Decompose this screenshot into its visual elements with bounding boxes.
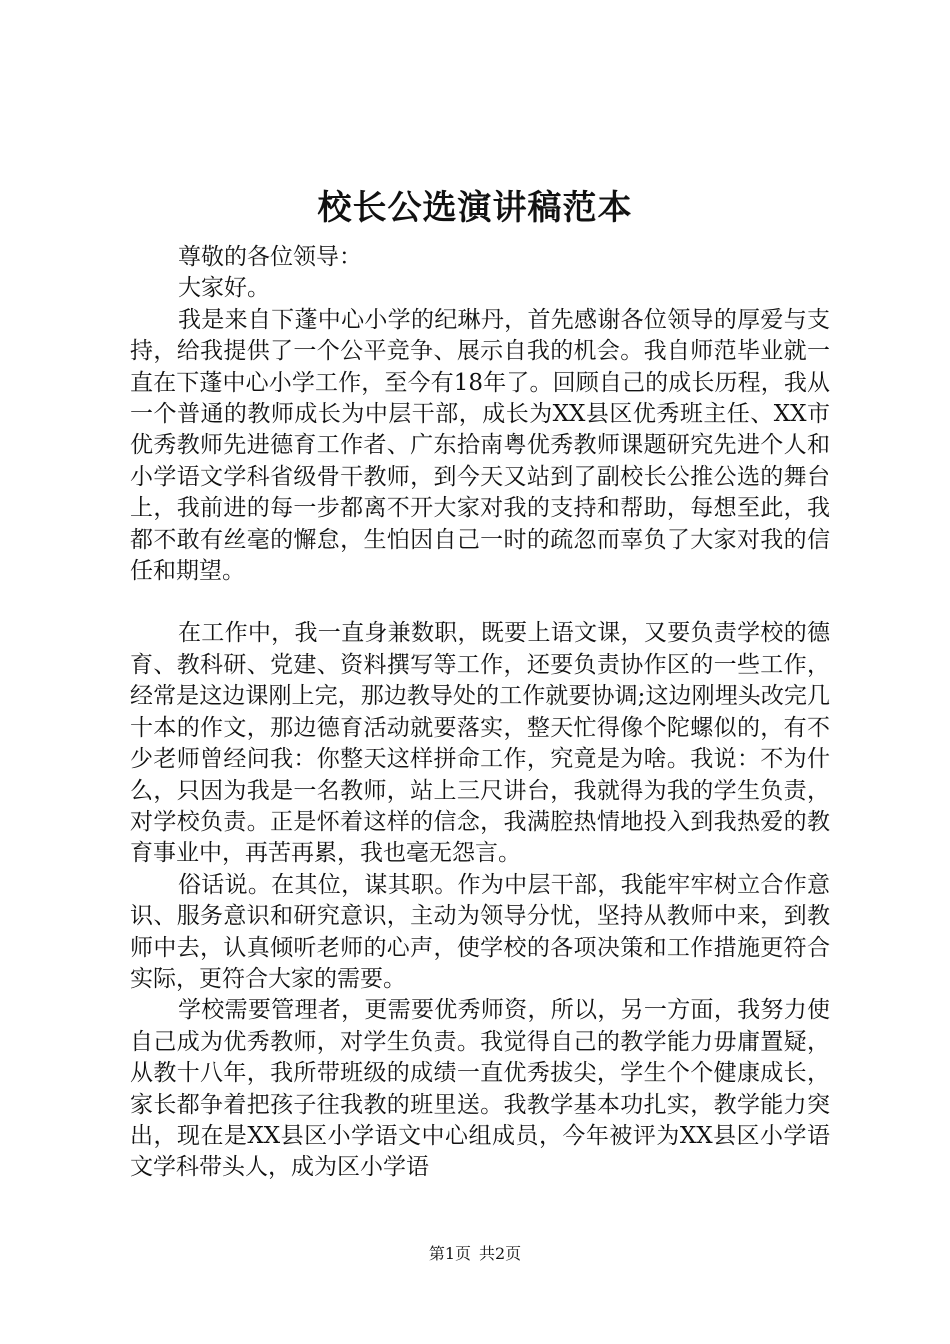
- salutation: 尊敬的各位领导：: [178, 244, 362, 270]
- page-number: 第1页: [428, 1244, 471, 1263]
- document-title: 校长公选演讲稿范本: [317, 188, 633, 228]
- greeting: 大家好。: [178, 275, 270, 302]
- paragraph-role: 俗话说。在其位，谋其职。作为中层干部，我能牢牢树立合作意识、服务意识和研究意识，主动为领导分忧，坚持从教师中来，到教师中去，认真倾听老师的心声，使学校的各项决策和工作措施更符合实际，更符合大家的需要。: [130, 871, 830, 992]
- paragraph-introduction: 我是来自下蓬中心小学的纪琳丹，首先感谢各位领导的厚爱与支持，给我提供了一个公平竞争、展示自我的机会。我自师范毕业就一直在下蓬中心小学工作，至今有18年了。回顾自己的成长历程，我从一个普通的教师成长为中层干部，成长为XX县区优秀班主任、XX市优秀教师先进德育工作者、广东拾南粤优秀教师课题研究先进个人和小学语文学科省级骨干教师，到今天又站到了副校长公推公选的舞台上，我前进的每一步都离不开大家对我的支持和帮助，每想至此，我都不敢有丝毫的懈怠，生怕因自己一时的疏忽而辜负了大家对我的信任和期望。: [130, 306, 830, 585]
- paragraph-teaching: 学校需要管理者，更需要优秀师资，所以，另一方面，我努力使自己成为优秀教师，对学生负责。我觉得自己的教学能力毋庸置疑，从教十八年，我所带班级的成绩一直优秀拔尖，学生个个健康成长，家长都争着把孩子往我教的班里送。我教学基本功扎实，教学能力突出，现在是XX县区小学语文中心组成员，今年被评为XX县区小学语文学科带头人，成为区小学语: [130, 997, 830, 1181]
- page-total: 共2页: [479, 1244, 522, 1263]
- page-footer: [0, 1243, 950, 1265]
- document-body: [130, 242, 830, 1184]
- paragraph-work: 在工作中，我一直身兼数职，既要上语文课，又要负责学校的德育、教科研、党建、资料撰写等工作，还要负责协作区的一些工作，经常是这边课刚上完，那边教导处的工作就要协调;这边刚埋头改完几十本的作文，那边德育活动就要落实，整天忙得像个陀螺似的，有不少老师曾经问我：你整天这样拼命工作，究竟是为啥。我说：不为什么，只因为我是一名教师，站上三尺讲台，我就得为我的学生负责，对学校负责。正是怀着这样的信念，我满腔热情地投入到我热爱的教育事业中，再苦再累，我也毫无怨言。: [130, 620, 830, 867]
